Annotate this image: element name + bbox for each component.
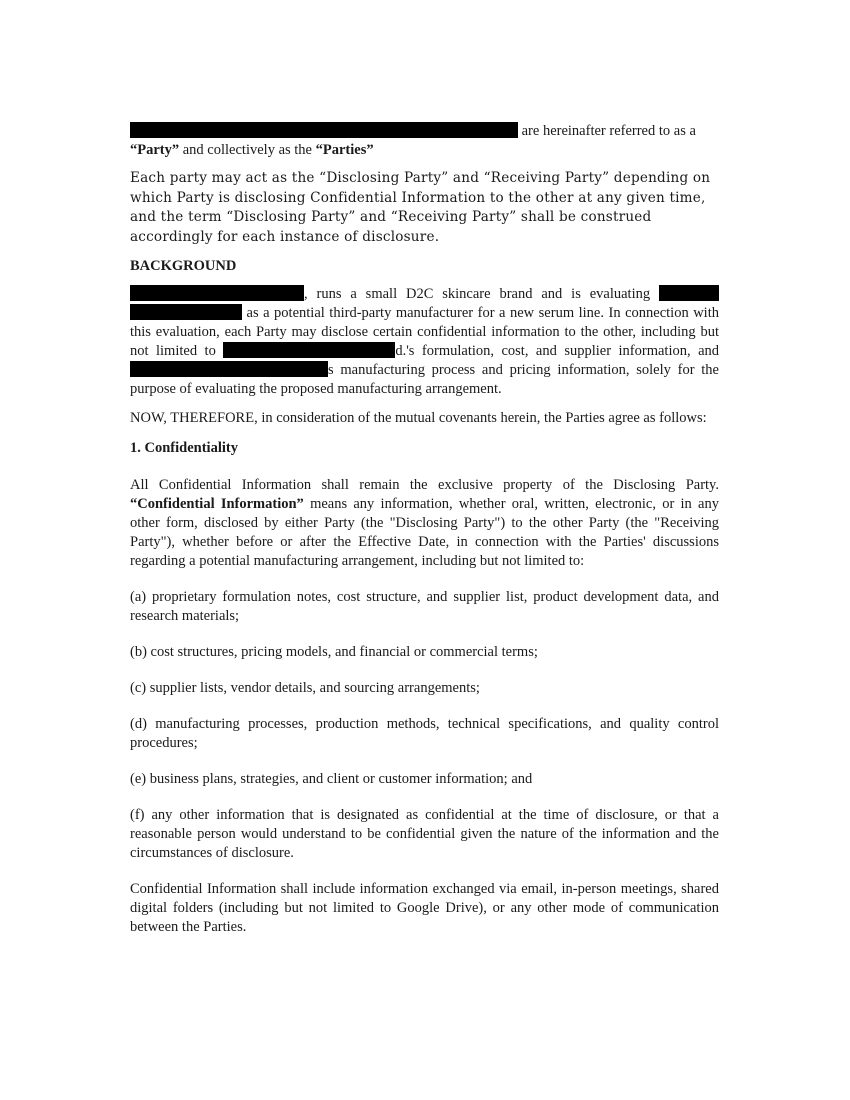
section-1-heading: 1. Confidentiality bbox=[130, 440, 238, 456]
list-item-c: (c) supplier lists, vendor details, and sourcing arrangements; bbox=[130, 680, 480, 696]
background-heading: BACKGROUND bbox=[130, 258, 237, 274]
list-item-e: (e) business plans, strategies, and client or customer information; and bbox=[130, 771, 533, 787]
redacted-company-1 bbox=[130, 285, 304, 301]
redacted-company-2 bbox=[659, 285, 719, 301]
parties-collectively-text: and collectively as the bbox=[182, 142, 312, 158]
now-therefore-paragraph: NOW, THEREFORE, in consideration of the mutual covenants herein, the Parties agree as follows: bbox=[130, 410, 707, 426]
background-text-2: as a potential third-party manufacturer for a new serum line. In connection with this evaluation, each Party may disclose certain confidential information to the other, including but not limited to bbox=[130, 305, 719, 359]
redacted-company-2b bbox=[130, 304, 242, 320]
parties-term: “Parties” bbox=[315, 142, 374, 158]
list-item-a: (a) proprietary formulation notes, cost structure, and supplier list, product development data, and research materials; bbox=[130, 589, 719, 624]
background-text-1: , runs a small D2C skincare brand and is evaluating bbox=[304, 286, 651, 302]
background-paragraph bbox=[130, 285, 719, 399]
background-text-4: s manufacturing process and pricing information, solely for the purpose of evaluating the proposed manufacturing arrangement. bbox=[130, 362, 719, 397]
redacted-company-4 bbox=[130, 361, 328, 377]
section-1-intro-2: means any information, whether oral, written, electronic, or in any other form, disclosed by either Party (the "Disclosing Party") to the other Party (the "Receiving Party"), whether before or after the Effective Date, in connection with the Parties' discussions regarding a potential manufacturing arrangement, including but not limited to: bbox=[130, 496, 719, 569]
document-body bbox=[130, 122, 719, 937]
roles-paragraph: Each party may act as the “Disclosing Party” and “Receiving Party” depending on which Party is disclosing Confidential Information to the other at any given time, and the term “Disclosing Party” and “Receiving Party” shall be construed accordingly for each instance of disclosure. bbox=[130, 170, 711, 245]
closing-paragraph: Confidential Information shall include information exchanged via email, in-person meetings, shared digital folders (including but not limited to Google Drive), or any other mode of communication between the Parties. bbox=[130, 881, 719, 935]
confidential-info-definition bbox=[130, 476, 719, 571]
parties-hereinafter-text: are hereinafter referred to as a bbox=[521, 123, 696, 139]
section-1-intro-1: All Confidential Information shall remain the exclusive property of the Disclosing Party. bbox=[130, 477, 719, 493]
redacted-party-names bbox=[130, 122, 518, 138]
parties-paragraph bbox=[130, 122, 719, 160]
background-text-3: d.'s formulation, cost, and supplier information, and bbox=[395, 343, 719, 359]
confidential-info-term: “Confidential Information” bbox=[130, 496, 304, 512]
list-item-b: (b) cost structures, pricing models, and financial or commercial terms; bbox=[130, 644, 538, 660]
redacted-company-3 bbox=[223, 342, 395, 358]
list-item-f: (f) any other information that is designated as confidential at the time of disclosure, or that a reasonable person would understand to be confidential given the nature of the information and the circumstances of disclosure. bbox=[130, 807, 719, 861]
list-item-d: (d) manufacturing processes, production methods, technical specifications, and quality control procedures; bbox=[130, 716, 719, 751]
party-term: “Party” bbox=[130, 142, 180, 158]
